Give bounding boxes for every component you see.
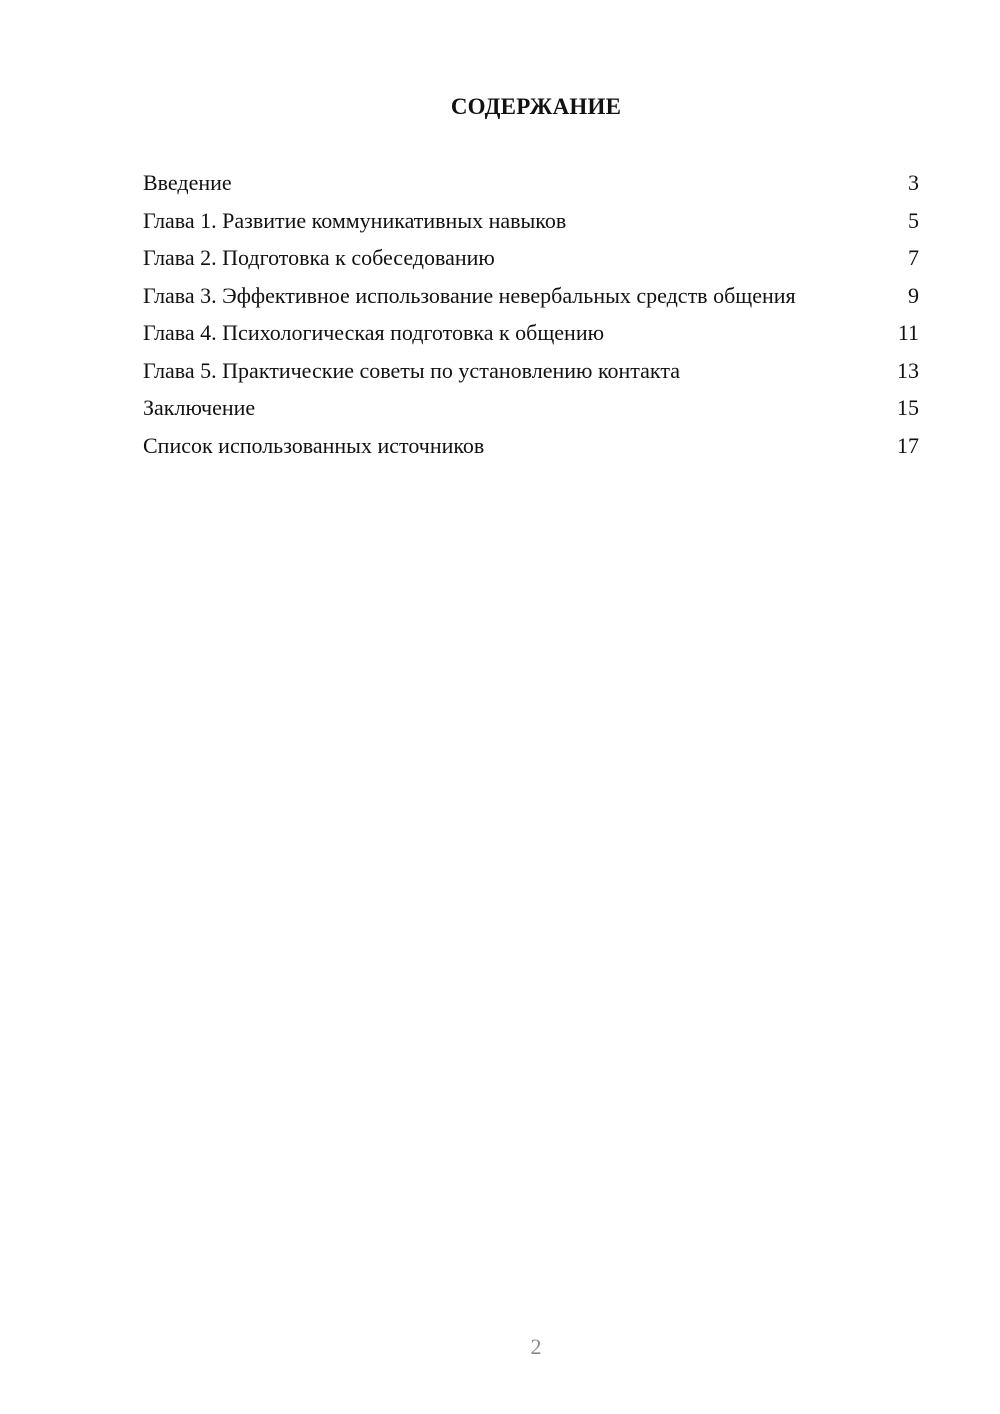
toc-entry-page: 11 <box>897 320 919 345</box>
toc-entry-label: Глава 2. Подготовка к собеседованию <box>143 245 495 270</box>
toc-entry-chapter-4 <box>143 320 919 346</box>
toc-entry-label: Глава 1. Развитие коммуникативных навыков <box>143 207 567 233</box>
toc-entry-label: Введение <box>143 170 232 195</box>
toc-entry-page: 3 <box>908 170 919 195</box>
toc-entry-label: Глава 5. Практические советы по установлению контакта <box>143 357 680 383</box>
toc-entry-chapter-5 <box>143 358 919 384</box>
toc-entry-chapter-2 <box>143 245 919 271</box>
table-of-contents <box>143 170 919 470</box>
toc-entry-page: 5 <box>908 207 919 233</box>
page-title: СОДЕРЖАНИЕ <box>450 94 622 119</box>
toc-entry-label: Заключение <box>143 395 256 420</box>
toc-entry-page: 9 <box>908 282 919 308</box>
toc-entry-page: 13 <box>897 357 919 383</box>
footer-page-number: 2 <box>530 1334 542 1359</box>
toc-entry-conclusion <box>143 395 919 421</box>
toc-entry-chapter-1 <box>143 208 919 234</box>
toc-entry-label: Список использованных источников <box>143 432 485 458</box>
toc-entry-page: 7 <box>908 245 919 270</box>
toc-entry-chapter-3 <box>143 283 919 309</box>
toc-entry-page: 15 <box>897 395 919 420</box>
toc-entry-introduction <box>143 170 919 196</box>
toc-entry-page: 17 <box>897 432 919 458</box>
toc-entry-label: Глава 3. Эффективное использование невербальных средств общения <box>143 282 796 308</box>
toc-entry-references <box>143 433 919 459</box>
toc-entry-label: Глава 4. Психологическая подготовка к общению <box>143 320 605 345</box>
